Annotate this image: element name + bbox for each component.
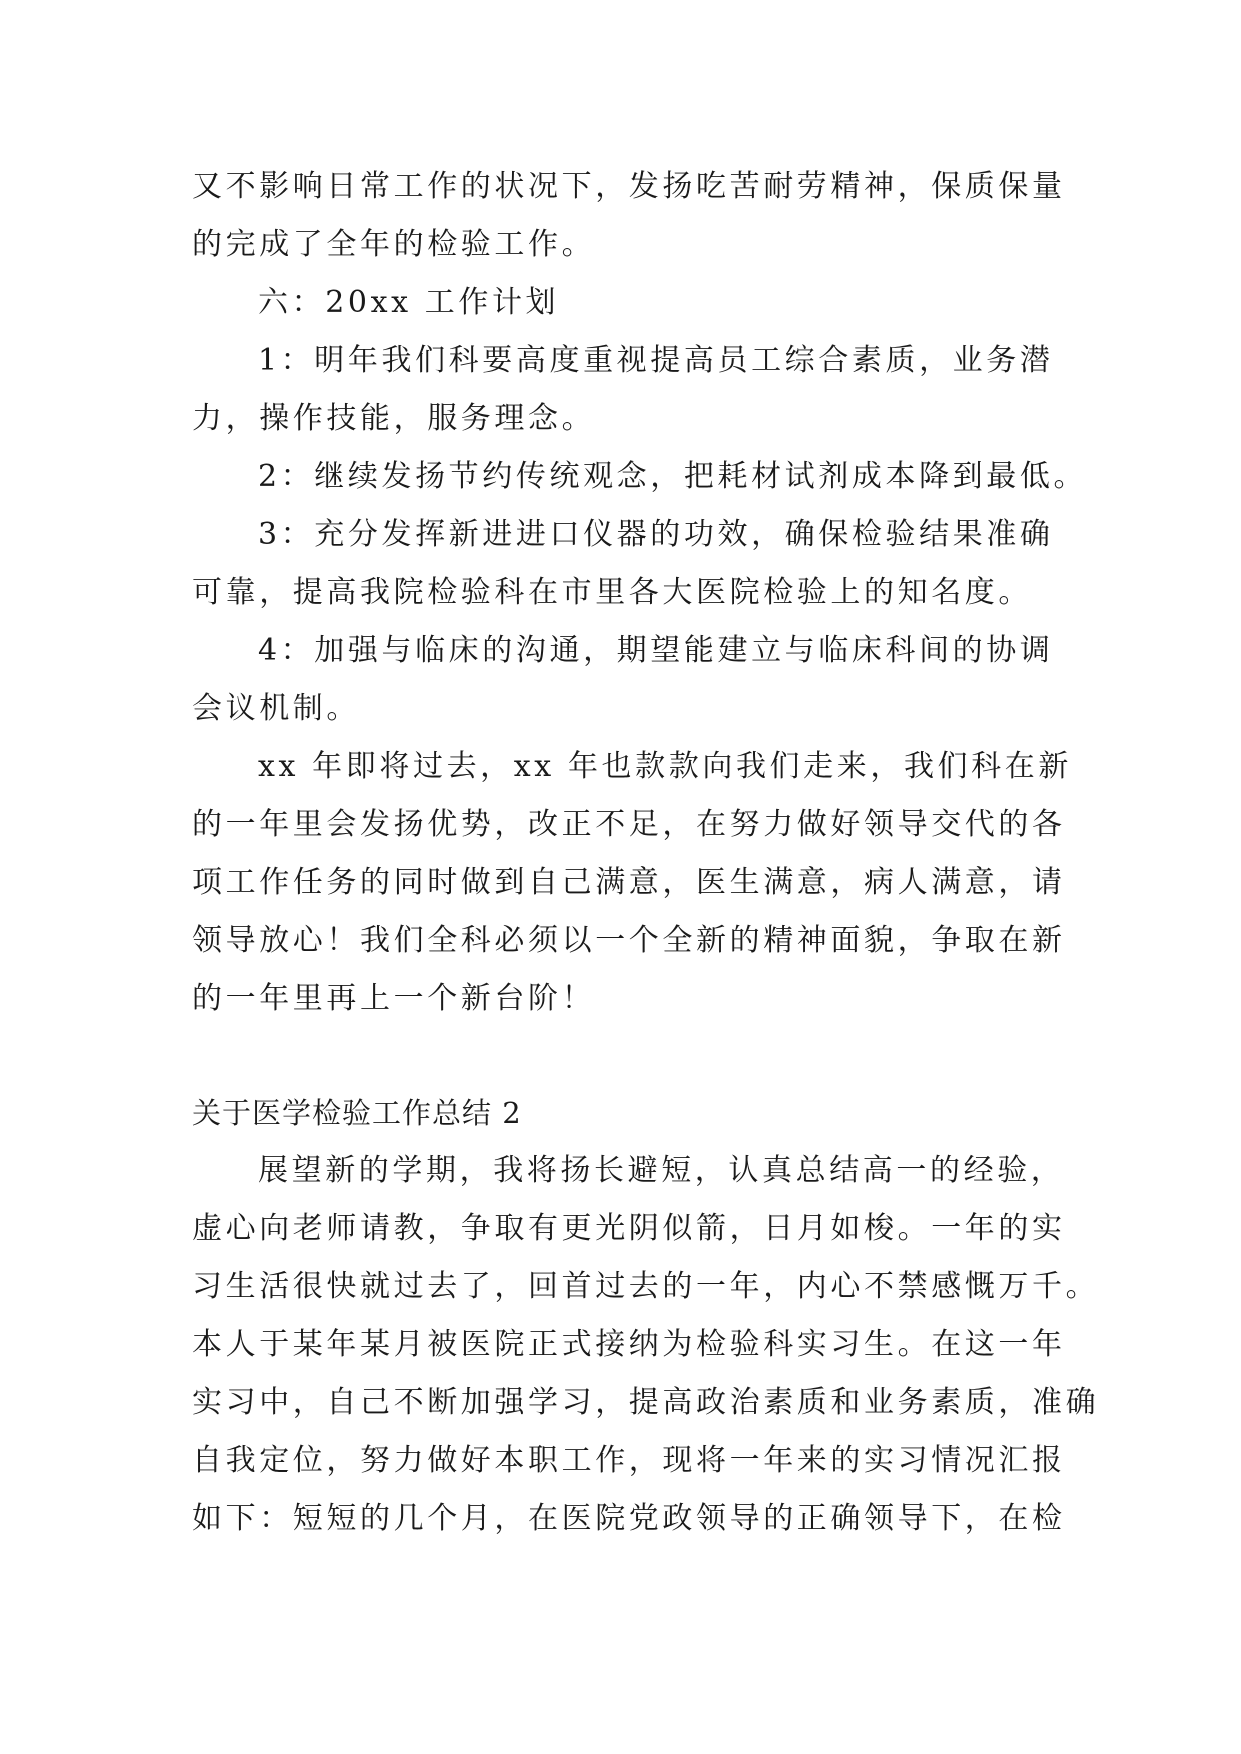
section-title-text: 关于医学检验工作总结 2 — [192, 1096, 522, 1130]
text-line: 4：加强与临床的沟通，期望能建立与临床科间的协调 — [258, 633, 1054, 668]
text-line: 展望新的学期，我将扬长避短，认真总结高一的经验， — [258, 1153, 1065, 1188]
text-line: 本人于某年某月被医院正式接纳为检验科实习生。在这一年 — [192, 1327, 1066, 1362]
text-line: 自我定位，努力做好本职工作，现将一年来的实习情况汇报 — [192, 1443, 1066, 1478]
text-line: 虚心向老师请教，争取有更光阴似箭，日月如梭。一年的实 — [192, 1211, 1066, 1246]
text-line: 的完成了全年的检验工作。 — [192, 227, 596, 262]
text-line: 会议机制。 — [192, 691, 360, 726]
text-line: 领导放心！我们全科必须以一个全新的精神面貌，争取在新 — [192, 923, 1066, 958]
text-line: 习生活很快就过去了，回首过去的一年，内心不禁感慨万千。 — [192, 1269, 1100, 1304]
text-line: 可靠，提高我院检验科在市里各大医院检验上的知名度。 — [192, 575, 1032, 610]
plan-heading-text: 六：20xx 工作计划 — [258, 285, 560, 320]
document-page — [192, 158, 1100, 1548]
text-line: 1：明年我们科要高度重视提高员工综合素质，业务潜 — [258, 343, 1054, 378]
plan-item-4 — [192, 622, 1062, 738]
text-line: 项工作任务的同时做到自己满意，医生满意，病人满意，请 — [192, 865, 1066, 900]
text-line: 3：充分发挥新进进口仪器的功效，确保检验结果准确 — [258, 517, 1054, 552]
section2-paragraph — [192, 1142, 1100, 1548]
text-line: xx 年即将过去，xx 年也款款向我们走来，我们科在新 — [258, 749, 1072, 784]
plan-item-2 — [192, 448, 1088, 506]
section-spacer — [192, 1028, 1062, 1084]
plan-item-1 — [192, 332, 1062, 448]
plan-heading — [192, 274, 1062, 332]
text-line: 如下：短短的几个月，在医院党政领导的正确领导下，在检 — [192, 1501, 1066, 1536]
closing-paragraph — [192, 738, 1072, 1028]
plan-item-3 — [192, 506, 1062, 622]
section-title — [192, 1084, 1062, 1142]
text-line: 实习中，自己不断加强学习，提高政治素质和业务素质，准确 — [192, 1385, 1100, 1420]
text-line: 力，操作技能，服务理念。 — [192, 401, 596, 436]
text-line: 的一年里会发扬优势，改正不足，在努力做好领导交代的各 — [192, 807, 1066, 842]
text-line: 的一年里再上一个新台阶！ — [192, 981, 596, 1016]
text-line: 2：继续发扬节约传统观念，把耗材试剂成本降到最低。 — [258, 459, 1088, 494]
paragraph-continuation — [192, 158, 1066, 274]
text-line: 又不影响日常工作的状况下，发扬吃苦耐劳精神，保质保量 — [192, 169, 1066, 204]
